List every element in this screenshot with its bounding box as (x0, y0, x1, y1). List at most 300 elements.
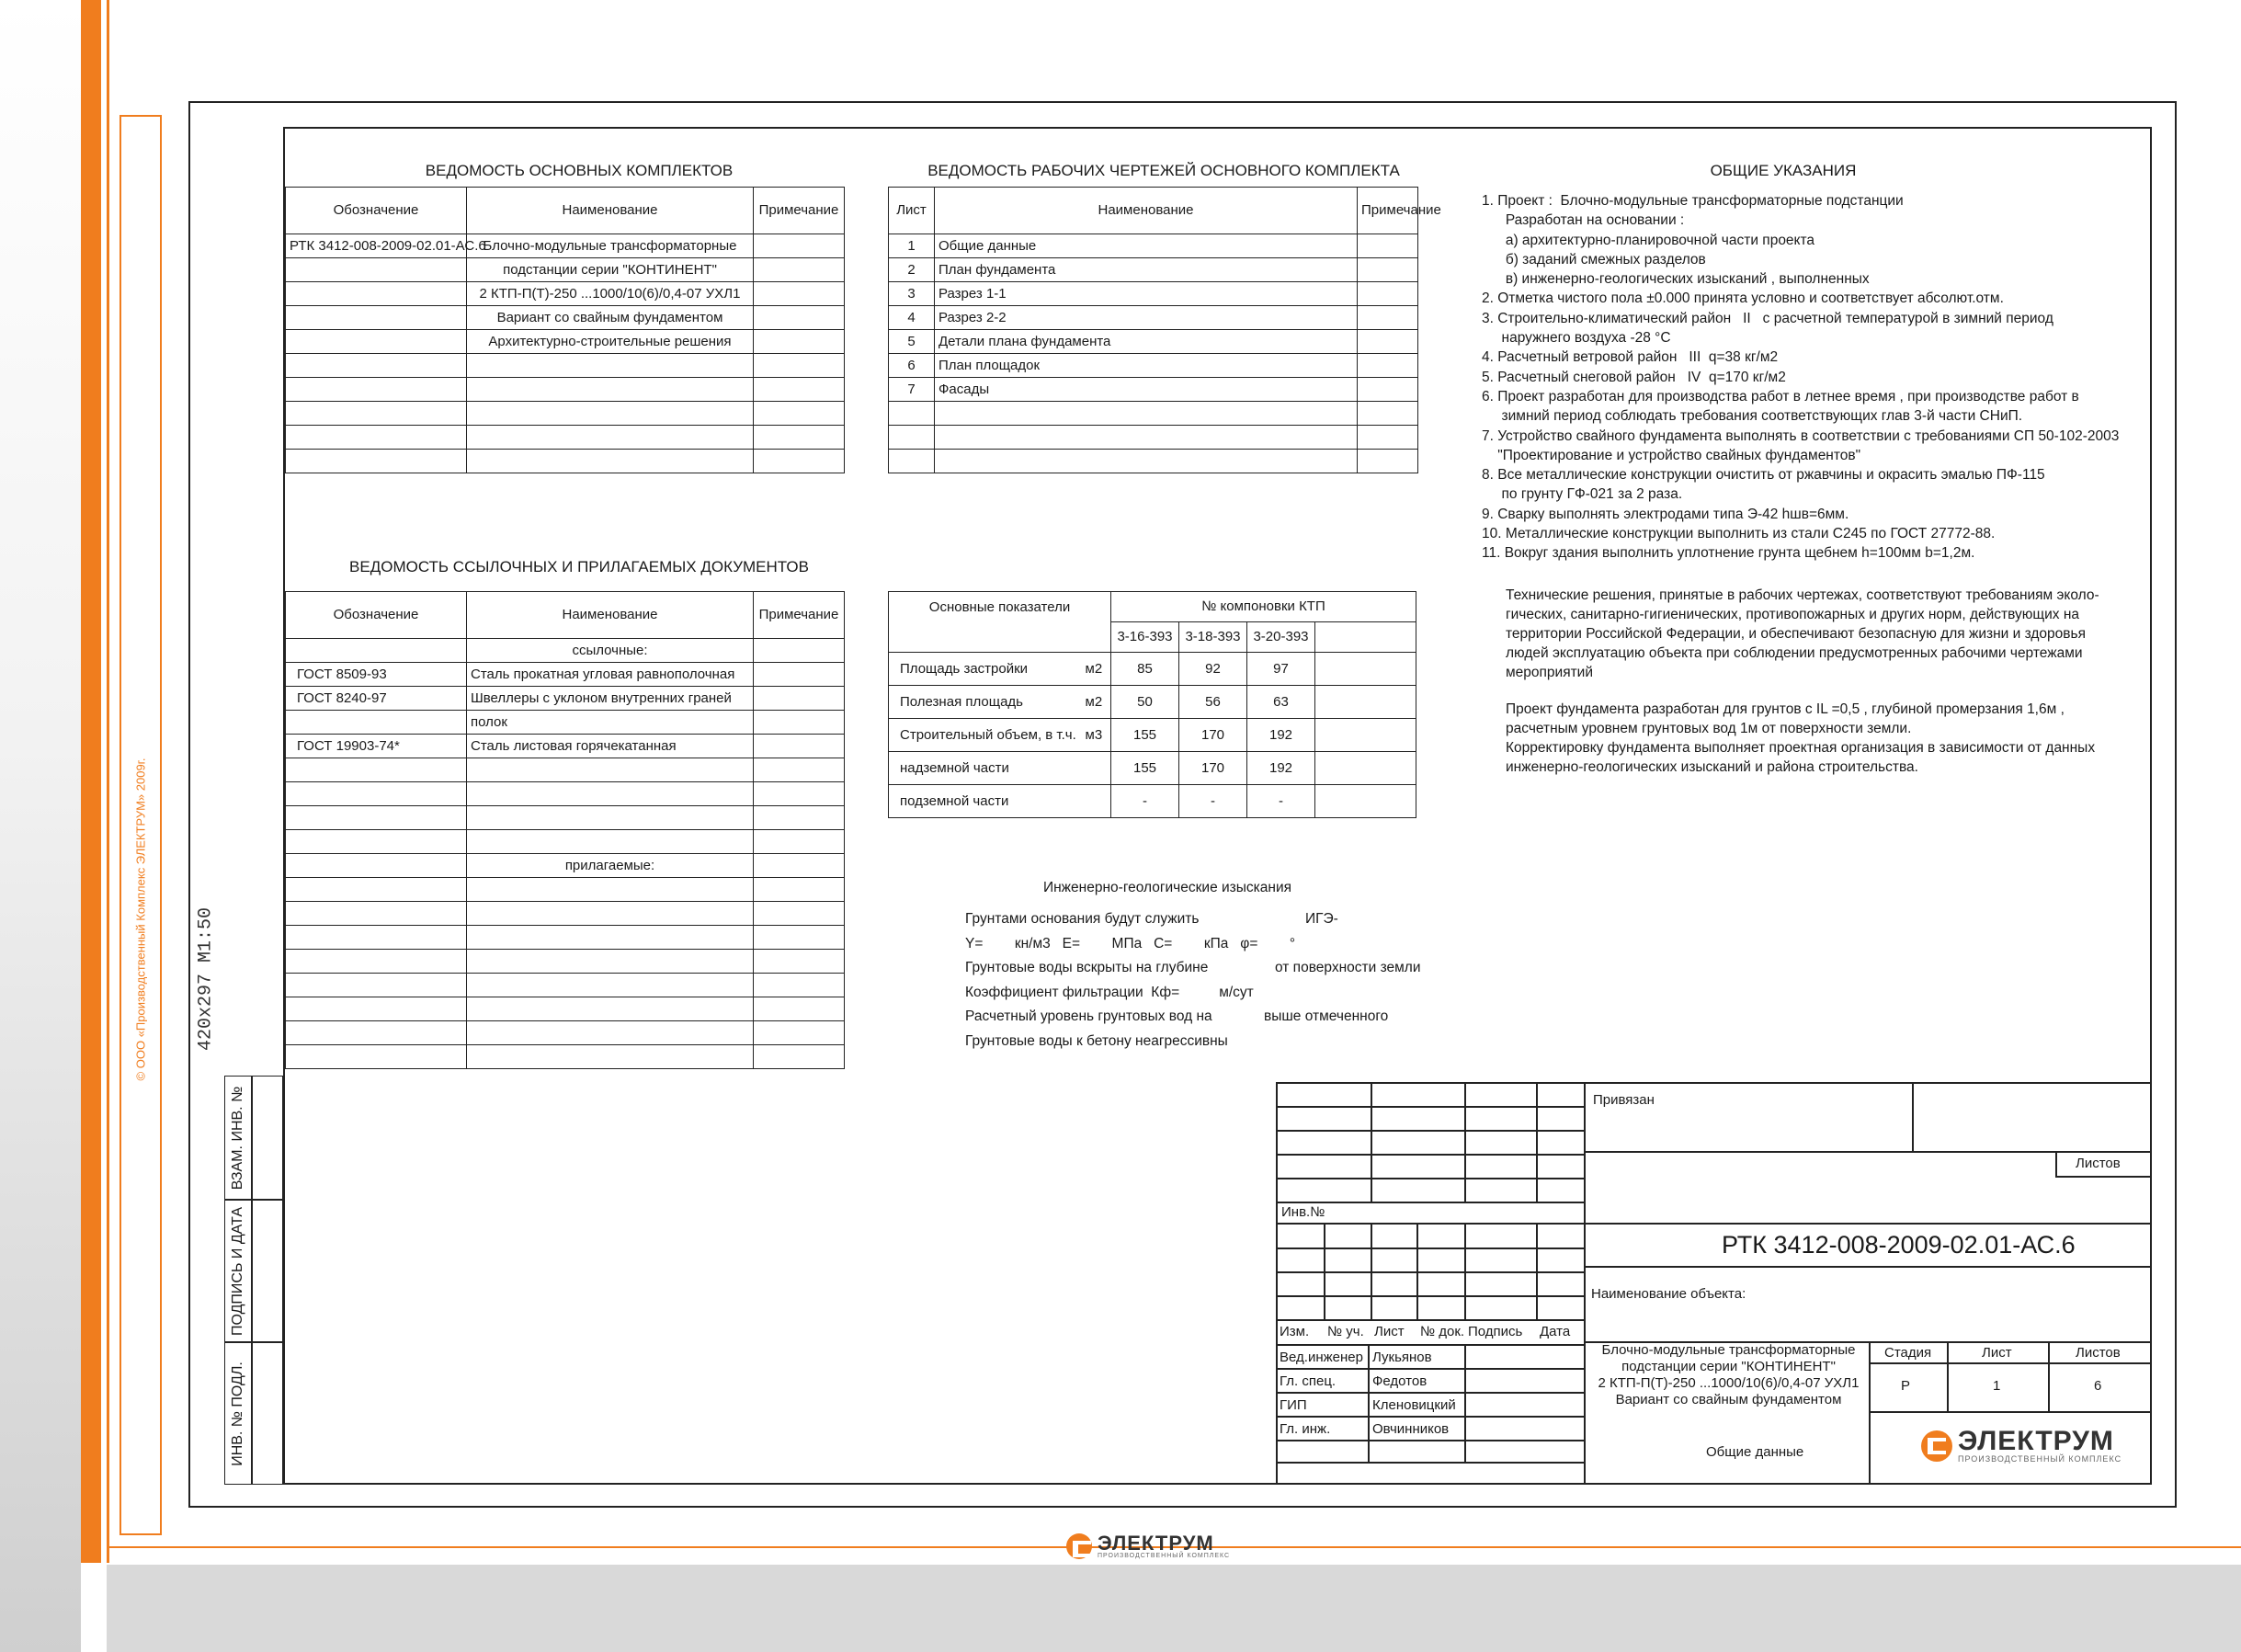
drawings-cell (889, 450, 935, 473)
indicator-value: 170 (1179, 752, 1247, 785)
object-description-line: Вариант со свайным фундаментом (1615, 1392, 1842, 1407)
note-line: наружнего воздуха -28 °С (1482, 330, 1671, 347)
listov-top-label: Листов (2076, 1156, 2121, 1171)
refs-cell (286, 830, 467, 854)
refs-header-cell: Обозначение (286, 592, 467, 639)
kits-cell (286, 258, 467, 282)
indicators-column-head: 3-18-393 (1179, 622, 1247, 653)
stage-header: Лист (1982, 1345, 2012, 1361)
indicator-value: 170 (1179, 719, 1247, 752)
electrum-logo-icon (1921, 1430, 1952, 1462)
drawings-cell (1358, 354, 1418, 378)
indicator-value (1315, 686, 1416, 719)
drawings-cell: 3 (889, 282, 935, 306)
refs-table (285, 591, 845, 1069)
refs-cell (286, 1045, 467, 1069)
title-block-line (1276, 1106, 1584, 1108)
refs-row (286, 711, 845, 735)
signer-role: Гл. инж. (1280, 1421, 1331, 1437)
indicator-value: - (1179, 785, 1247, 818)
title-block-line (1584, 1082, 1586, 1485)
title-block-line (1586, 1151, 2152, 1153)
geo-title: Инженерно-геологические изыскания (1042, 880, 1292, 895)
title-block-line (1368, 1344, 1370, 1464)
note-line: а) архитектурно-планировочной части проекта (1482, 232, 1815, 248)
drawings-row (889, 282, 1418, 306)
kits-row (286, 354, 845, 378)
note-line: 10. Металлические конструкции выполнить из стали С245 по ГОСТ 27772-88. (1482, 526, 1996, 542)
refs-header-cell: Наименование (467, 592, 754, 639)
stage-value: 6 (2094, 1378, 2102, 1394)
note-line: "Проектирование и устройство свайных фундаментов" (1482, 447, 1861, 463)
signer-name: Овчинников (1372, 1421, 1450, 1437)
kits-cell (467, 426, 754, 450)
notes-title: ОБЩИЕ УКАЗАНИЯ (1710, 162, 1857, 179)
stamp-cell-inv: ИНВ. № ПОДЛ. (224, 1342, 252, 1485)
refs-cell: полок (467, 711, 754, 735)
kits-cell (467, 354, 754, 378)
note-line: 2. Отметка чистого пола ±0.000 принята условно и соответствует абсолют.отм. (1482, 291, 2004, 307)
geo-block (965, 906, 1480, 1053)
title-block-line (1869, 1411, 2152, 1413)
refs-row (286, 830, 845, 854)
geo-line (965, 906, 1480, 931)
drawings-cell (935, 402, 1358, 426)
refs-cell (286, 711, 467, 735)
kits-cell (467, 450, 754, 473)
note-line: 1. Проект : Блочно-модульные трансформаторные подстанции (1482, 193, 1904, 209)
refs-cell (286, 926, 467, 950)
indicator-value: 192 (1247, 752, 1315, 785)
title-block-line (1371, 1082, 1372, 1202)
kits-header-cell: Наименование (467, 188, 754, 234)
refs-cell (754, 711, 845, 735)
note-line: 9. Сварку выполнять электродами типа Э-42 hшв=6мм. (1482, 506, 1849, 522)
kits-cell (754, 330, 845, 354)
refs-cell (286, 806, 467, 830)
kits-row (286, 306, 845, 330)
kits-cell (754, 258, 845, 282)
indicator-name: надземной части (889, 752, 1082, 785)
refs-cell (754, 974, 845, 997)
kits-cell (754, 306, 845, 330)
drawings-cell: Детали плана фундамента (935, 330, 1358, 354)
indicator-value: 85 (1111, 653, 1179, 686)
refs-row (286, 878, 845, 902)
refs-cell (754, 950, 845, 974)
object-description-line: Блочно-модульные трансформаторные (1601, 1342, 1856, 1358)
refs-title: ВЕДОМОСТЬ ССЫЛОЧНЫХ И ПРИЛАГАЕМЫХ ДОКУМЕНТОВ (349, 558, 809, 575)
title-block-line (1276, 1295, 1584, 1297)
kits-cell (754, 354, 845, 378)
bottom-gray-band (107, 1565, 2241, 1652)
indicator-value (1315, 752, 1416, 785)
note-line: мероприятий (1506, 665, 1593, 680)
refs-cell (286, 782, 467, 806)
indicator-value: - (1247, 785, 1315, 818)
kits-row (286, 426, 845, 450)
kits-cell: Архитектурно-строительные решения (467, 330, 754, 354)
indicator-value: 97 (1247, 653, 1315, 686)
stamp-col-label: Дата (1540, 1324, 1571, 1339)
privyazan-label: Привязан (1593, 1092, 1655, 1108)
note-line: гических, санитарно-гигиенических, противопожарных и других норм, действующих на (1506, 607, 2080, 622)
refs-cell (754, 1045, 845, 1069)
notes-paragraph-2 (1506, 700, 2095, 777)
drawings-cell: План фундамента (935, 258, 1358, 282)
indicators-row (889, 686, 1416, 719)
refs-cell: Сталь прокатная угловая равнополочная (467, 663, 754, 687)
refs-header-cell: Примечание (754, 592, 845, 639)
object-name-label: Наименование объекта: (1591, 1286, 1746, 1302)
note-line: зимний период соблюдать требования соответствующих глав 3-й части СНиП. (1482, 408, 2023, 425)
kits-cell (286, 402, 467, 426)
indicator-value (1315, 653, 1416, 686)
drawings-cell (935, 426, 1358, 450)
refs-cell: ГОСТ 19903-74* (286, 735, 467, 758)
title-block-line (1536, 1082, 1538, 1202)
note-line: Корректировку фундамента выполняет проектная организация в зависимости от данных (1506, 740, 2096, 756)
refs-row (286, 735, 845, 758)
title-block-line (1276, 1462, 1584, 1464)
title-block-line (1276, 1223, 1584, 1225)
refs-cell: ГОСТ 8509-93 (286, 663, 467, 687)
kits-cell (467, 402, 754, 426)
refs-cell (754, 878, 845, 902)
refs-cell: Сталь листовая горячекатанная (467, 735, 754, 758)
refs-row (286, 854, 845, 878)
refs-cell (286, 997, 467, 1021)
indicator-value: 63 (1247, 686, 1315, 719)
indicator-value: - (1111, 785, 1179, 818)
geo-line-tail: выше отмеченного (1264, 1008, 1389, 1024)
title-block-line (1276, 1082, 1278, 1485)
refs-cell (467, 830, 754, 854)
refs-row (286, 902, 845, 926)
title-block-line (1912, 1082, 1914, 1151)
kits-cell: Блочно-модульные трансформаторные (467, 234, 754, 258)
signer-role: Вед.инженер (1280, 1350, 1363, 1365)
note-line: 8. Все металлические конструкции очистить от ржавчины и окрасить эмалью ПФ-115 (1482, 467, 2045, 484)
indicators-header-group: № компоновки КТП (1111, 592, 1416, 622)
stage-value: Р (1901, 1378, 1911, 1394)
drawings-row (889, 234, 1418, 258)
kits-header-cell: Обозначение (286, 188, 467, 234)
indicator-name: подземной части (889, 785, 1082, 818)
indicators-header-left: Основные показатели (889, 592, 1111, 653)
footer-logo-name: ЭЛЕКТРУМ (1098, 1531, 1214, 1555)
refs-cell (286, 902, 467, 926)
object-description-line: подстанции серии "КОНТИНЕНТ" (1621, 1359, 1836, 1374)
drawings-cell (1358, 450, 1418, 473)
refs-cell (754, 639, 845, 663)
refs-cell (754, 735, 845, 758)
stamp-cell-podpis: ПОДПИСЬ И ДАТА (224, 1200, 252, 1342)
title-block-line (1464, 1082, 1466, 1202)
drawings-row (889, 330, 1418, 354)
kits-cell (754, 282, 845, 306)
drawings-row (889, 354, 1418, 378)
drawings-cell (1358, 402, 1418, 426)
indicator-value (1315, 719, 1416, 752)
refs-cell (286, 974, 467, 997)
refs-cell (286, 950, 467, 974)
indicators-row (889, 719, 1416, 752)
drawings-row (889, 378, 1418, 402)
kits-cell (286, 330, 467, 354)
orange-margin-line (107, 0, 109, 1563)
title-block-line (1276, 1392, 1584, 1394)
stamp-cell-inv-value (252, 1342, 283, 1485)
title-block-line (2055, 1151, 2057, 1176)
title-block-line (1276, 1440, 1584, 1441)
drawings-cell (1358, 306, 1418, 330)
note-line: 5. Расчетный снеговой район IV q=170 кг/м2 (1482, 369, 1786, 385)
refs-row (286, 1021, 845, 1045)
kits-header-row (286, 188, 845, 234)
refs-row (286, 782, 845, 806)
title-block-line (1869, 1362, 2152, 1364)
refs-cell (754, 687, 845, 711)
title-block-line (1276, 1416, 1584, 1418)
kits-cell (286, 426, 467, 450)
refs-row (286, 663, 845, 687)
geo-line (965, 955, 1480, 980)
refs-row (286, 1045, 845, 1069)
kits-row (286, 330, 845, 354)
refs-cell: Швеллеры с уклоном внутренних граней (467, 687, 754, 711)
stage-header: Листов (2076, 1345, 2121, 1361)
title-block-line (1276, 1344, 1584, 1346)
kits-cell (754, 450, 845, 473)
object-description-line: 2 КТП-П(Т)-250 ...1000/10(6)/0,4-07 УХЛ1 (1598, 1375, 1860, 1391)
title-block-line (1947, 1341, 1949, 1411)
drawings-header-cell: Лист (889, 188, 935, 234)
drawings-cell: 5 (889, 330, 935, 354)
title-block (1276, 1082, 2152, 1485)
stamp-col-label: № уч. (1327, 1324, 1364, 1339)
refs-cell (467, 1021, 754, 1045)
signer-role: Гл. спец. (1280, 1373, 1337, 1389)
drawings-cell: Разрез 1-1 (935, 282, 1358, 306)
kits-title: ВЕДОМОСТЬ ОСНОВНЫХ КОМПЛЕКТОВ (425, 162, 734, 179)
refs-cell (467, 974, 754, 997)
object-description (1588, 1342, 1869, 1408)
indicators-table (888, 591, 1416, 818)
kits-cell: Вариант со свайным фундаментом (467, 306, 754, 330)
note-line: 4. Расчетный ветровой район III q=38 кг/м2 (1482, 349, 1779, 366)
title-block-line (1276, 1082, 2152, 1084)
geo-line-text: Коэффициент фильтрации Кф= м/сут (965, 984, 1254, 1000)
refs-cell (286, 639, 467, 663)
kits-row (286, 234, 845, 258)
indicators-row (889, 752, 1416, 785)
kits-cell (754, 402, 845, 426)
indicator-name: Строительный объем, в т.ч. (889, 719, 1082, 752)
stamp-col-label: № док. (1420, 1324, 1465, 1339)
drawings-row (889, 306, 1418, 330)
refs-row (286, 926, 845, 950)
refs-cell (754, 997, 845, 1021)
drawings-header-row (889, 188, 1418, 234)
drawings-cell (935, 450, 1358, 473)
title-block-line (1276, 1178, 1584, 1179)
title-block-logo (1921, 1426, 2122, 1464)
refs-cell (286, 1021, 467, 1045)
kits-cell (286, 354, 467, 378)
notes-list (1482, 191, 2119, 564)
notes-paragraph-1 (1506, 586, 2099, 682)
note-line: Разработан на основании : (1482, 212, 1685, 229)
title-block-line (1276, 1130, 1584, 1132)
logo-text-box (1958, 1426, 2122, 1464)
refs-cell (467, 782, 754, 806)
kits-cell: подстанции серии "КОНТИНЕНТ" (467, 258, 754, 282)
stamp-col-label: Изм. (1280, 1324, 1310, 1339)
kits-row (286, 282, 845, 306)
drawings-cell (1358, 258, 1418, 282)
geo-line (965, 1029, 1480, 1054)
note-line: инженерно-геологических изысканий и района строительства. (1506, 759, 1918, 775)
indicator-name: Площадь застройки (889, 653, 1082, 686)
copyright-text: © ООО «Производственный Комплекс ЭЛЕКТРУМ» 2009г. (133, 758, 148, 1081)
indicator-value: 50 (1111, 686, 1179, 719)
geo-line (965, 980, 1480, 1005)
refs-row (286, 639, 845, 663)
refs-cell (754, 1021, 845, 1045)
indicators-column-head: 3-16-393 (1111, 622, 1179, 653)
refs-cell (754, 663, 845, 687)
geo-line (965, 931, 1480, 956)
indicators-row (889, 653, 1416, 686)
drawings-cell: Фасады (935, 378, 1358, 402)
drawings-title: ВЕДОМОСТЬ РАБОЧИХ ЧЕРТЕЖЕЙ ОСНОВНОГО КОМПЛЕКТА (927, 162, 1400, 179)
signer-name: Кленовицкий (1372, 1397, 1456, 1413)
kits-cell (754, 426, 845, 450)
title-block-line (1276, 1271, 1584, 1273)
stage-value: 1 (1993, 1378, 2001, 1394)
refs-cell: ссылочные: (467, 639, 754, 663)
refs-cell: прилагаемые: (467, 854, 754, 878)
electrum-logo-icon (1066, 1533, 1092, 1559)
drawings-cell (1358, 282, 1418, 306)
note-line: Проект фундамента разработан для грунтов с IL =0,5 , глубиной промерзания 1,6м , (1506, 701, 2065, 717)
refs-cell (467, 902, 754, 926)
stamp-cell-vzam: ВЗАМ. ИНВ. № (224, 1076, 252, 1200)
refs-cell (754, 926, 845, 950)
refs-cell (754, 782, 845, 806)
kits-cell (286, 450, 467, 473)
geo-line-text: Грунтами основания будут служить (965, 911, 1200, 927)
inv-label: Инв.№ (1281, 1204, 1325, 1220)
geo-line-text: Грунтовые воды к бетону неагрессивны (965, 1032, 1228, 1049)
refs-cell (467, 878, 754, 902)
refs-header-row (286, 592, 845, 639)
drawings-cell (1358, 426, 1418, 450)
stage-header: Стадия (1884, 1345, 1932, 1361)
indicator-value: 155 (1111, 719, 1179, 752)
orange-margin-bar (81, 0, 101, 1563)
drawing-code: РТК 3412-008-2009-02.01-АС.6 (1722, 1231, 2076, 1259)
refs-cell (286, 878, 467, 902)
title-block-line (2055, 1176, 2152, 1178)
refs-row (286, 687, 845, 711)
drawings-cell: 1 (889, 234, 935, 258)
title-block-line (1586, 1223, 2152, 1225)
geo-line-tail: ИГЭ- (1305, 911, 1338, 927)
drawings-row (889, 402, 1418, 426)
title-block-line (1324, 1223, 1325, 1319)
indicator-unit: м2 (1082, 653, 1111, 686)
refs-cell (467, 997, 754, 1021)
note-line: б) заданий смежных разделов (1482, 251, 1706, 268)
drawings-cell (1358, 234, 1418, 258)
refs-row (286, 997, 845, 1021)
note-line: 3. Строительно-климатический район II с расчетной температурой в зимний период (1482, 310, 2053, 326)
title-block-line (1276, 1483, 2152, 1485)
drawings-header-cell: Примечание (1358, 188, 1418, 234)
indicator-unit: м2 (1082, 686, 1111, 719)
drawings-cell: План площадок (935, 354, 1358, 378)
title-block-line (1416, 1223, 1418, 1319)
title-block-line (1586, 1266, 2152, 1268)
indicator-name: Полезная площадь (889, 686, 1082, 719)
drawings-header-cell: Наименование (935, 188, 1358, 234)
drawings-cell: Общие данные (935, 234, 1358, 258)
sheet-name: Общие данные (1706, 1444, 1804, 1460)
signer-name: Лукьянов (1372, 1350, 1432, 1365)
logo-sub: ПРОИЗВОДСТВЕННЫЙ КОМПЛЕКС (1958, 1454, 2122, 1464)
sheet-format-label: 420x297 М1:50 (195, 906, 217, 1052)
kits-cell (754, 234, 845, 258)
title-block-line (1464, 1223, 1466, 1319)
indicators-row (889, 785, 1416, 818)
refs-cell (754, 854, 845, 878)
drawings-table (888, 187, 1441, 473)
refs-cell (754, 830, 845, 854)
note-line: по грунту ГФ-021 за 2 раза. (1482, 486, 1683, 503)
kits-cell (754, 378, 845, 402)
title-block-line (1371, 1223, 1372, 1319)
refs-row (286, 950, 845, 974)
indicator-unit (1082, 785, 1111, 818)
kits-cell: РТК 3412-008-2009-02.01-АС.6 (286, 234, 467, 258)
note-line: Технические решения, принятые в рабочих чертежах, соответствуют требованиям эколо- (1506, 587, 2099, 603)
kits-cell (467, 378, 754, 402)
kits-cell (286, 378, 467, 402)
drawings-cell: Разрез 2-2 (935, 306, 1358, 330)
refs-cell (754, 806, 845, 830)
indicator-value (1315, 785, 1416, 818)
refs-cell (286, 854, 467, 878)
kits-cell (286, 282, 467, 306)
note-line: в) инженерно-геологических изысканий , выполненных (1482, 271, 1870, 288)
drawings-cell: 2 (889, 258, 935, 282)
logo-name: ЭЛЕКТРУМ (1958, 1426, 2114, 1456)
stamp-cell-podpis-value (252, 1200, 283, 1342)
title-block-line (1536, 1223, 1538, 1319)
indicators-column-head: 3-20-393 (1247, 622, 1315, 653)
refs-cell (286, 758, 467, 782)
indicator-value: 92 (1179, 653, 1247, 686)
note-line: 7. Устройство свайного фундамента выполнять в соответствии с требованиями СП 50-102-2003 (1482, 427, 2120, 444)
note-line: расчетным уровнем грунтовых вод 1м от поверхности земли. (1506, 721, 1912, 736)
note-line: 11. Вокруг здания выполнить уплотнение грунта щебнем h=100мм b=1,2м. (1482, 545, 1975, 562)
title-block-line (2150, 1082, 2152, 1485)
geo-line-tail: от поверхности земли (1275, 960, 1421, 975)
geo-line-text: Расчетный уровень грунтовых вод на (965, 1008, 1212, 1024)
title-block-line (1276, 1248, 1584, 1249)
